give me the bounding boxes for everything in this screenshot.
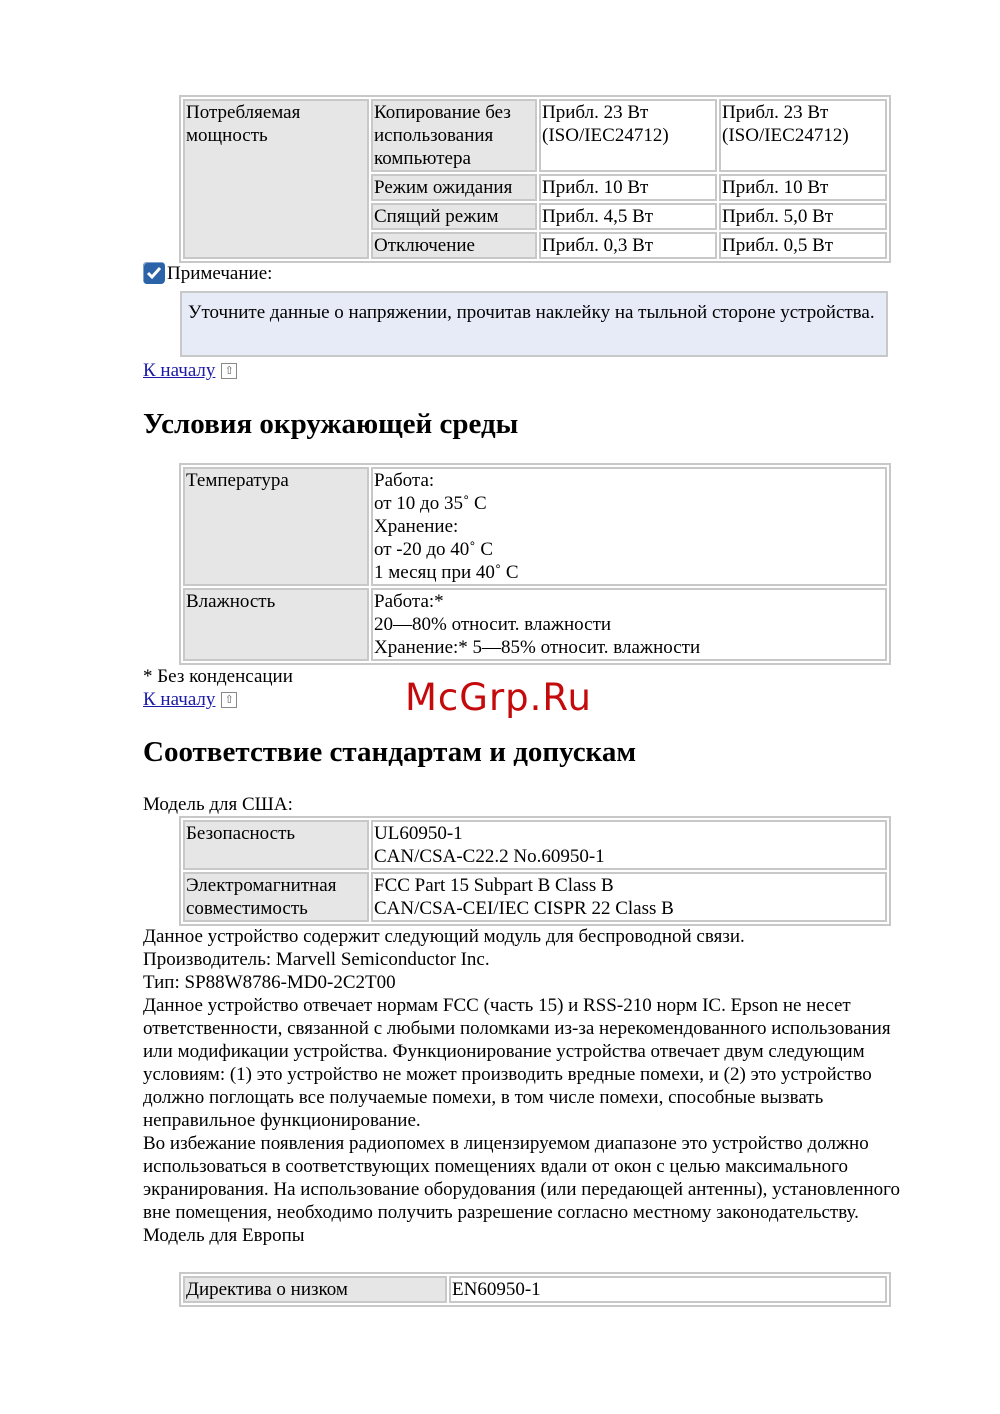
env-value-line: Хранение: [374, 516, 459, 537]
power-label-cell [183, 99, 369, 259]
arrow-up-icon[interactable]: ⇧ [221, 692, 237, 708]
standard-value-cell [449, 1276, 887, 1303]
back-to-top-link[interactable]: К началу [143, 360, 216, 381]
env-label: Влажность [186, 591, 276, 612]
watermark: McGrp.Ru [405, 676, 592, 719]
back-to-top-link[interactable]: К началу [143, 689, 216, 710]
power-value-cell [539, 232, 717, 259]
env-value-line: Хранение:* 5—85% относит. влажности [374, 637, 701, 658]
check-icon [143, 262, 165, 284]
standard-label-line: совместимость [186, 898, 308, 919]
back-to-top-2 [143, 688, 237, 711]
environment-table [179, 463, 891, 665]
standard-label-cell [183, 1276, 447, 1303]
env-footnote: * Без конденсации [143, 666, 293, 687]
power-consumption-table [179, 95, 891, 263]
power-mode-cell [371, 99, 537, 172]
module-info [143, 925, 923, 1247]
back-to-top-1 [143, 359, 237, 382]
env-heading: Условия окружающей среды [143, 408, 519, 440]
standard-label-cell [183, 820, 369, 870]
power-value-cell [539, 99, 717, 172]
power-mode: Спящий режим [374, 206, 499, 227]
standard-label-cell [183, 872, 369, 922]
eu-model-label: Модель для Европы [143, 1225, 305, 1246]
power-value: Прибл. 4,5 Вт [542, 206, 654, 227]
env-label-cell [183, 588, 369, 661]
env-value-line: 1 месяц при 40˚ C [374, 562, 519, 583]
power-label: Потребляемая мощность [186, 102, 301, 146]
power-mode-cell [371, 203, 537, 230]
standard-value-line: FCC Part 15 Subpart B Class B [374, 875, 614, 896]
power-value: Прибл. 0,5 Вт [722, 235, 834, 256]
power-mode: Копирование без использования компьютера [374, 102, 511, 169]
power-value-cell [719, 174, 887, 201]
env-label: Температура [186, 470, 289, 491]
standard-label: Директива о низком [186, 1279, 348, 1300]
arrow-up-icon[interactable]: ⇧ [221, 363, 237, 379]
power-value-cell [539, 174, 717, 201]
standard-value-line: CAN/CSA-CEI/IEC CISPR 22 Class B [374, 898, 674, 919]
env-label-cell [183, 467, 369, 586]
power-mode-cell [371, 232, 537, 259]
standard-value-cell [371, 872, 887, 922]
standard-label: Безопасность [186, 823, 296, 844]
power-value: Прибл. 0,3 Вт [542, 235, 654, 256]
note-text: Уточните данные о напряжении, прочитав наклейку на тыльной стороне устройства. [188, 302, 875, 323]
env-value-cell [371, 588, 887, 661]
env-value-line: 20—80% относит. влажности [374, 614, 612, 635]
standard-value-line: CAN/CSA-C22.2 No.60950-1 [374, 846, 605, 867]
power-value: Прибл. 10 Вт [542, 177, 649, 198]
note-header [143, 260, 272, 286]
power-value-cell [719, 232, 887, 259]
env-value-line: от 10 до 35˚ C [374, 493, 487, 514]
module-line: Производитель: Marvell Semiconductor Inc. [143, 949, 490, 970]
note-title: Примечание: [167, 262, 273, 284]
module-line: Данное устройство содержит следующий модуль для беспроводной связи. [143, 926, 745, 947]
env-value-line: Работа:* [374, 591, 444, 612]
power-value-cell [539, 203, 717, 230]
fcc-paragraph: Данное устройство отвечает нормам FCC (часть 15) и RSS-210 норм IC. Epson не несет ответственности, связанной с любыми поломками из-за нерекомендованного использования или модификации устройства. Функционирование устройства отвечает двум следующим условиям: (1) это устройство не может производить вредные помехи, и (2) это устройство должно поглощать все получаемые помехи, в том числе помехи, способные вызвать неправильное функционирование. [143, 995, 891, 1131]
power-value: Прибл. 10 Вт [722, 177, 829, 198]
env-value-line: Работа: [374, 470, 435, 491]
us-model-label: Модель для США: [143, 794, 293, 815]
power-mode-cell [371, 174, 537, 201]
power-mode: Режим ожидания [374, 177, 513, 198]
us-standards-table [179, 816, 891, 926]
note-box [180, 291, 888, 357]
power-value-cell [719, 99, 887, 172]
standard-value-line: UL60950-1 [374, 823, 463, 844]
standards-heading: Соответствие стандартам и допускам [143, 736, 637, 768]
standard-label-line: Электромагнитная [186, 875, 337, 896]
module-line: Тип: SP88W8786-MD0-2C2T00 [143, 972, 396, 993]
standard-value-cell [371, 820, 887, 870]
power-value: Прибл. 23 Вт (ISO/IEC24712) [722, 102, 849, 146]
power-value-cell [719, 203, 887, 230]
power-value: Прибл. 23 Вт (ISO/IEC24712) [542, 102, 669, 146]
env-value-line: от -20 до 40˚ C [374, 539, 494, 560]
power-value: Прибл. 5,0 Вт [722, 206, 834, 227]
standard-value: EN60950-1 [452, 1279, 541, 1300]
eu-standards-table [179, 1272, 891, 1307]
power-mode: Отключение [374, 235, 475, 256]
env-value-cell [371, 467, 887, 586]
radio-paragraph: Во избежание появления радиопомех в лицензируемом диапазоне это устройство должно использоваться в соответствующих помещениях вдали от окон с целью максимального экранирования. На использование оборудования (или передающей антенны), установленного вне помещения, необходимо получить разрешение согласно местному законодательству. [143, 1133, 900, 1223]
